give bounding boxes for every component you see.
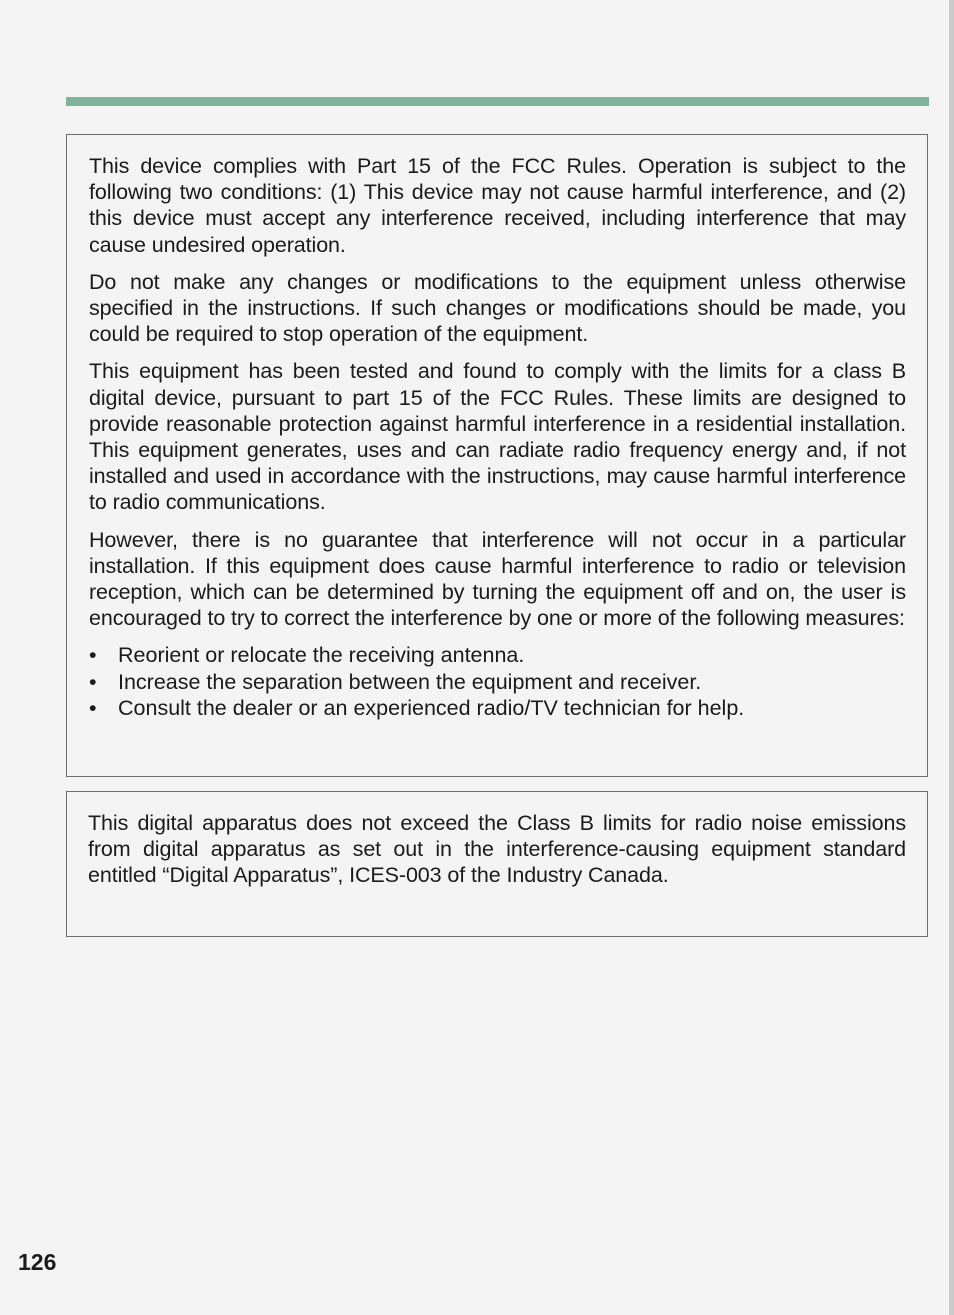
fcc-paragraph-3: This equipment has been tested and found to comply with the limits for a class B digital device, pursuant to part 15 of the FCC Rules. These limits are designed to provide reasonable protection against harmful interference in a residential installation. This equipment generates, uses and can radiate radio frequency energy and, if not installed and used in accordance with the instructions, may cause harmful interference to radio communications. [89,359,906,515]
list-item [89,669,906,696]
measure-text: Increase the separation between the equipment and receiver. [118,669,702,694]
page-number: 126 [18,1249,57,1275]
list-item [89,642,906,669]
bullet-icon: • [89,643,97,668]
page-edge [949,0,954,1315]
header-rule [66,97,929,106]
bullet-icon: • [89,669,97,694]
list-item [89,695,906,722]
fcc-paragraph-4: However, there is no guarantee that interference will not occur in a particular installation. If this equipment does cause harmful interference to radio or television reception, which can be determined by turning the equipment off and on, the user is encouraged to try to correct the interference by one or more of the following measures: [89,527,906,631]
measures-list [89,642,906,722]
measure-text: Consult the dealer or an experienced radio/TV technician for help. [118,696,745,721]
fcc-paragraph-1: This device complies with Part 15 of the FCC Rules. Operation is subject to the following two conditions: (1) This device may not cause harmful interference, and (2) this device must accept any interference received, including interference that may cause undesired operation. [89,154,906,257]
bullet-icon: • [89,696,97,721]
fcc-compliance-box [66,134,928,777]
industry-canada-box [66,791,928,937]
canada-paragraph: This digital apparatus does not exceed the Class B limits for radio noise emissions from digital apparatus as set out in the interference-causing equipment standard entitled “Digital Apparatus”, ICES-003 of the Industry Canada. [88,811,906,888]
fcc-paragraph-2: Do not make any changes or modifications to the equipment unless otherwise specified in the instructions. If such changes or modifications should be made, you could be required to stop operation of the equipment. [89,269,906,347]
measure-text: Reorient or relocate the receiving antenna. [118,643,525,668]
